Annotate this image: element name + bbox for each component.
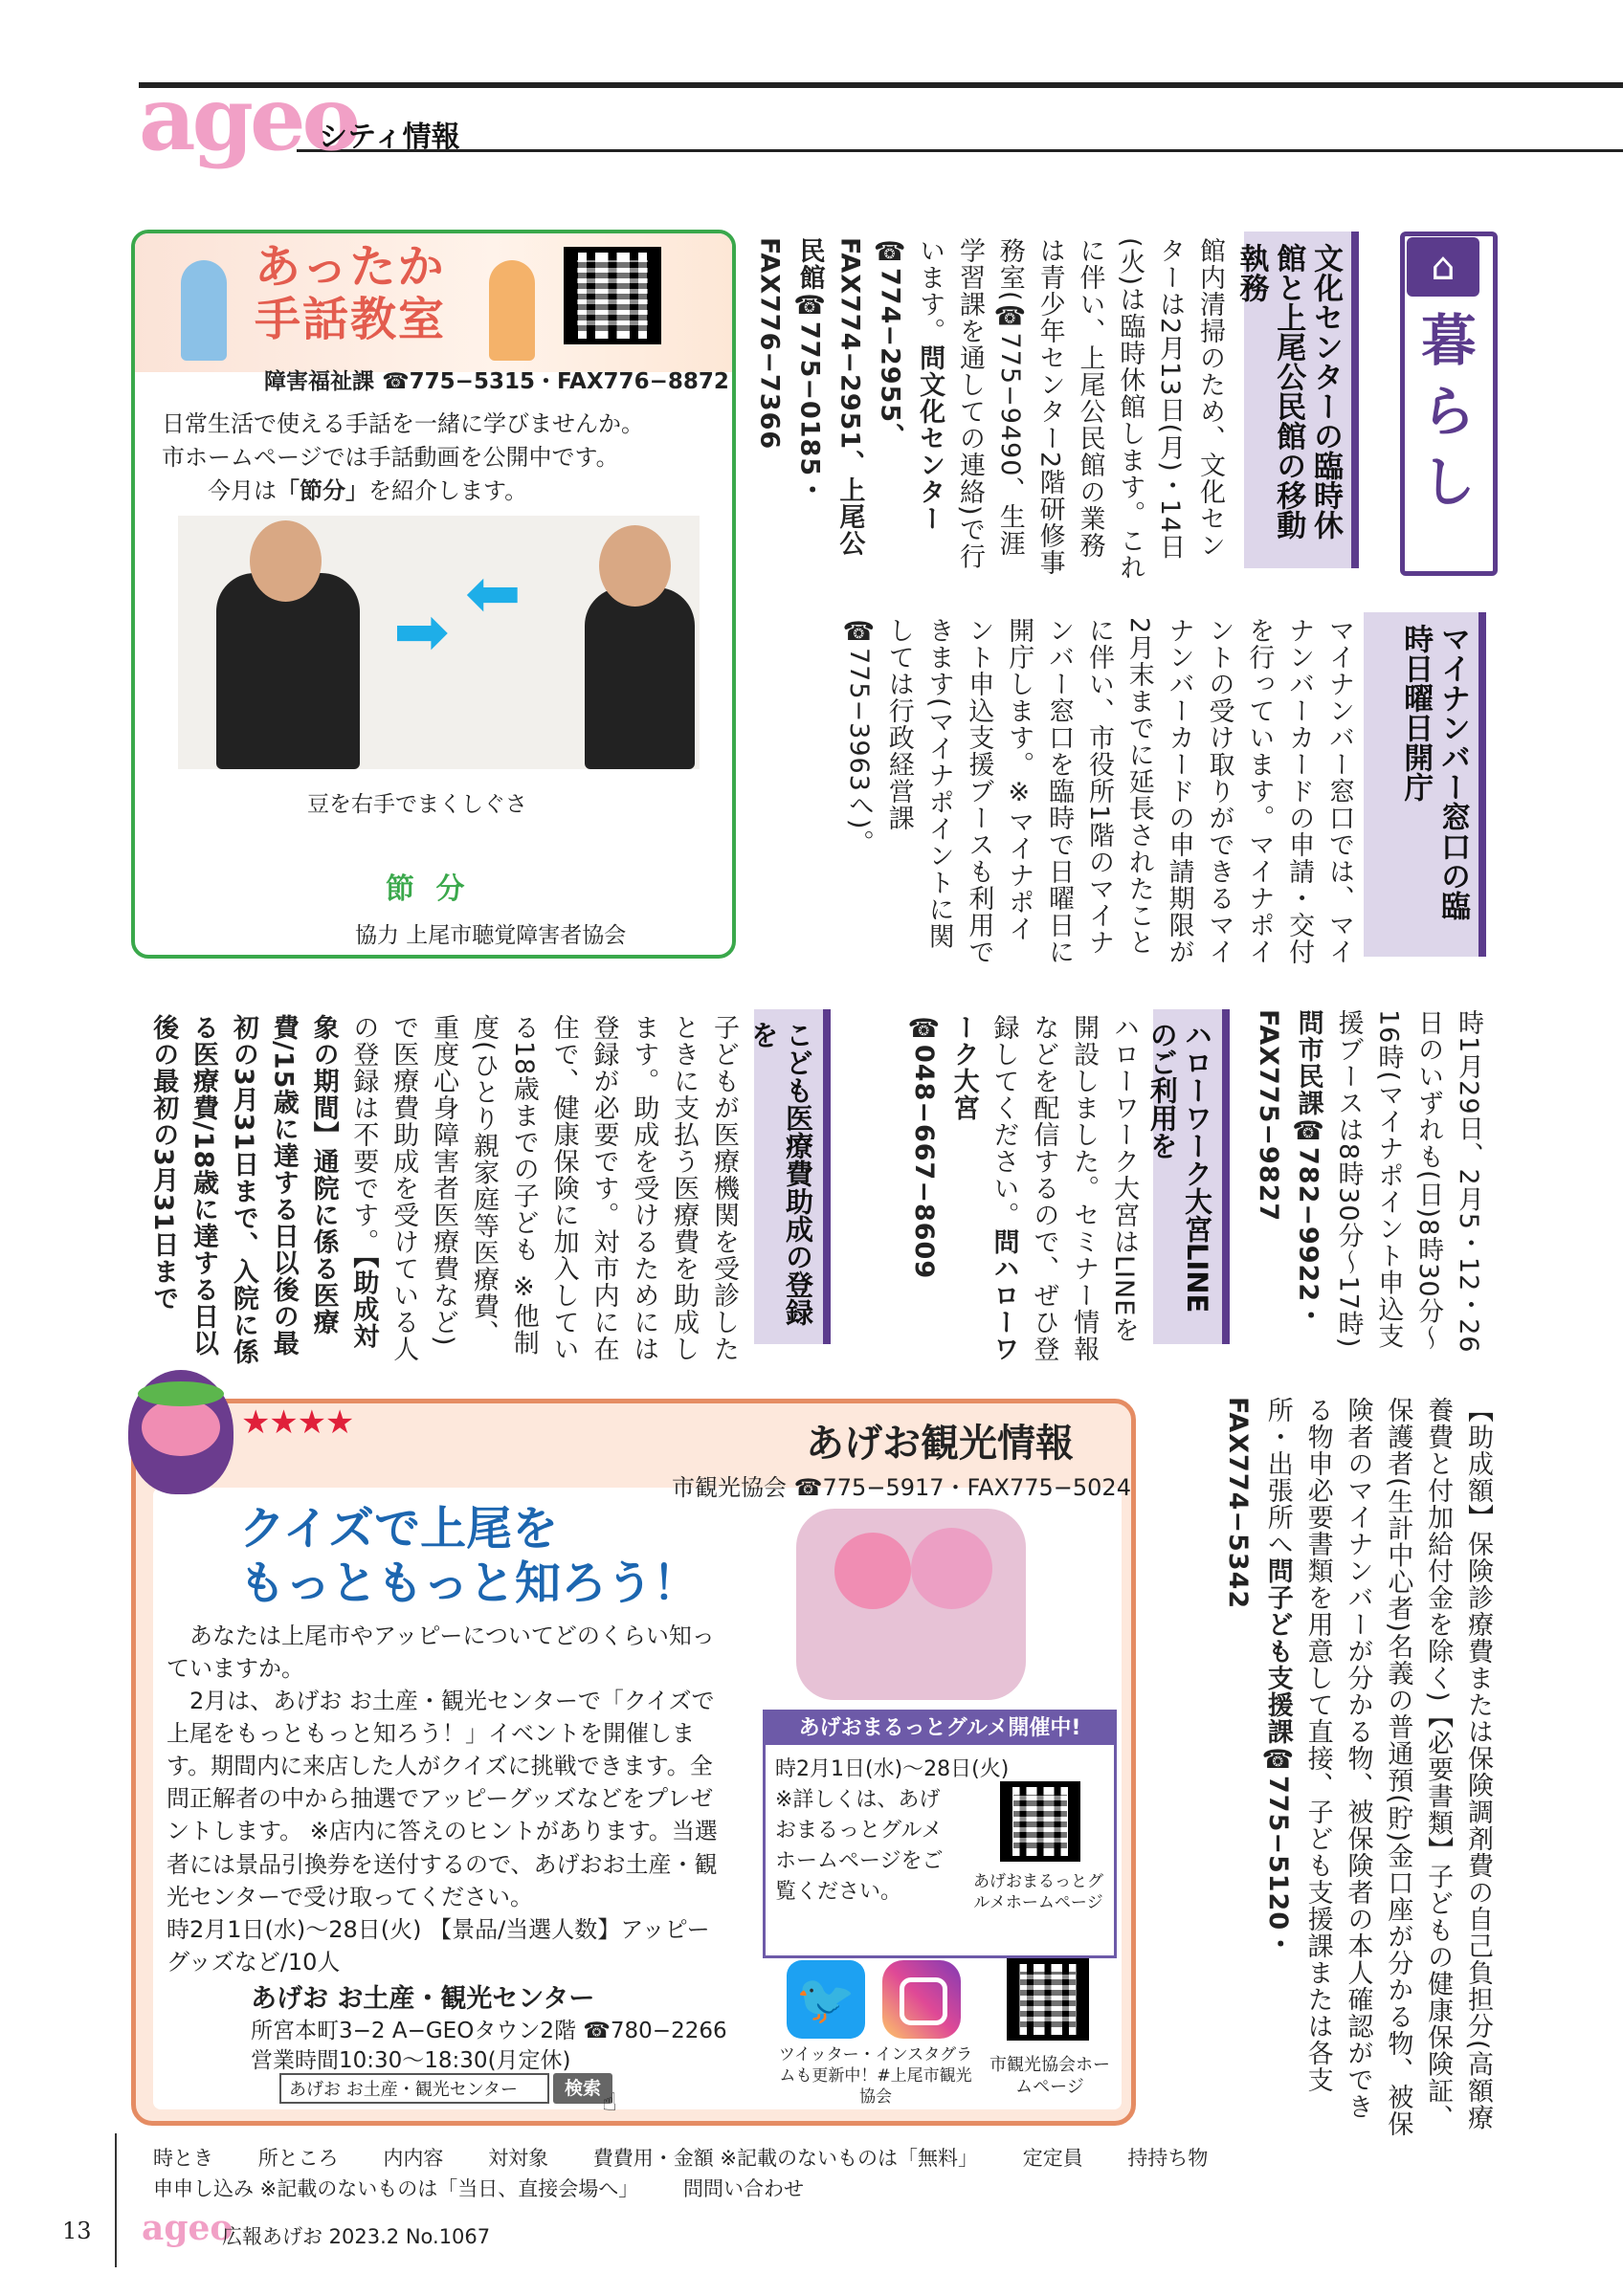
gourmet-qr-label: あげおまるっとグルメホームページ xyxy=(973,1872,1103,1913)
sign-credit: 協力 上尾市聴覚障害者協会 xyxy=(355,923,627,948)
gourmet-body: ※詳しくは、あげおまるっとグルメホームページをご覧ください。 xyxy=(775,1788,944,1904)
tourism-body: あなたは上尾市やアッピーについてどのくらい知っていますか。 2月は、あげお お土産・観光センターで「クイズで上尾をもっともっと知ろう！」イベントを開催します。期間内に来店した人がクイズに挑戦できます。全問正解者の中から抽選でアッピーグッズなどをプレゼントします。 ※店内に答えのヒントがあります。当選者には景品引換券を送付するので、あげおお土産・観光センターで受け取ってください。 時2月1日(水)〜28日(火) 【景品/当選人数】アッピーグッズなど/10人 xyxy=(167,1623,718,1976)
center-address: 所宮本町3−2 A−GEOタウン2階 ☎780−2266 xyxy=(251,2019,727,2043)
sign-word: 節 分 xyxy=(386,872,471,906)
footer-issue: 広報あげお 2023.2 No.1067 xyxy=(222,2225,491,2248)
sign-language-intro: 日常生活で使える手話を一緒に学びませんか。 市ホームページでは手話動画を公開中です。 今月は「節分」を紹介します。 xyxy=(162,410,644,504)
quiz-heading: クイズで上尾を もっともっと知ろう！ xyxy=(239,1502,700,1610)
search-button[interactable]: 検索 xyxy=(553,2073,612,2104)
kodomo-heading: こども医療費助成の登録を xyxy=(754,1009,831,1344)
mascot-plush-photo xyxy=(796,1509,1026,1700)
gourmet-qr-icon[interactable] xyxy=(1000,1781,1080,1862)
tourism-org: 市観光協会 ☎775−5917・FAX775−5024 xyxy=(672,1474,1131,1501)
legend-row-1: 時とき 所ところ 内内容 対対象 費費用・金額 ※記載のないものは「無料」 定定員 持持ち物 xyxy=(153,2147,1209,2170)
bunka-body: 館内清掃のため、文化センターは2月13日(月)・14日(火)は臨時休館します。これに伴い、上尾公民館の業務は青少年センター2階研修事務室(☎775−9490、生涯学習課を通しての連絡)で行います。問文化センター☎774−2955、FAX774−2951、上尾公民館☎775−0185・FAX776−7366 xyxy=(754,237,1225,582)
section-title: 暮らし xyxy=(1411,311,1477,523)
tourism-title: あげお観光情報 xyxy=(806,1422,1074,1466)
mynumber-heading: マイナンバー窓口の臨時日曜日開庁 xyxy=(1364,612,1486,957)
arrow-right-icon: ➡ xyxy=(393,592,450,671)
sns-label: ツイッター・インスタグラムも更新中！#上尾市観光協会 xyxy=(778,2045,973,2108)
kodomo-body-1: 子どもが医療機関を受診したときに支払う医療費を助成します。助成を受けるためには登録が必要です。対市内に在住で、健康保険に加入している18歳までの子ども ※他制度(ひとり親家庭等医療費、重度心身障害者医療費など)で医療費助成を受けている人の登録は不要です。【助成対象の期間】通院に係る医療費/15歳に達する日以後の最初の3月31日まで、入院に係る医療費/18歳に達する日以後の最初の3月31日まで xyxy=(148,1014,739,1366)
woman-illustration-icon xyxy=(489,260,535,361)
hellowork-body: ハローワーク大宮はLINEを開設しました。セミナー情報などを配信するので、ぜひ登録してください。問ハローワーク大宮☎048−667−8609 xyxy=(908,1014,1139,1362)
house-icon: ⌂ xyxy=(1407,237,1479,297)
mynumber-body: マイナンバー窓口では、マイナンバーカードの申請・交付を行っています。マイナポイントの受け取りができるマイナンバーカードの申請期限が2月末までに延長されたことに伴い、市役所1階のマイナンバー窓口を臨時で日曜日に開庁します。※マイナポイント申込支援ブースも利用できます(マイナポイントに関しては行政経営課☎775−3963へ)。 xyxy=(843,617,1354,965)
twitter-icon[interactable]: 🐦 xyxy=(787,1960,865,2039)
sign-language-title: あったか 手話教室 xyxy=(255,240,447,347)
footer-logo: ageo xyxy=(142,2208,233,2248)
kodomo-body-2: 【助成額】保険診療費または保険調剤費の自己負担分(高額療養費と付加給付金を除く)【必要書類】子どもの健康保険証、保護者(生計中心者)名義の普通預(貯)金口座が分かる物、被保険者のマイナンバーが分かる物、被保険者の本人確認ができる物申必要書類を用意して直接、子ども支援課または各支所・出張所へ問子ども支援課☎775−5120・FAX774−5342 xyxy=(1222,1397,1493,2138)
header-rule xyxy=(139,82,1623,88)
assoc-qr-label: 市観光協会ホームページ xyxy=(989,2055,1110,2098)
gourmet-time: 時2月1日(水)〜28日(火) xyxy=(775,1757,1010,1781)
hellowork-heading: ハローワーク大宮LINEのご利用を xyxy=(1153,1009,1230,1344)
page-number: 13 xyxy=(62,2218,92,2244)
search-input[interactable]: あげお お土産・観光センター xyxy=(279,2073,549,2104)
sign-language-photo xyxy=(178,516,700,769)
header-title: シティ情報 xyxy=(319,121,460,154)
photo-caption: 豆を右手でまくしぐさ xyxy=(307,792,527,817)
footer-divider xyxy=(115,2133,117,2267)
legend-row-2: 申申し込み ※記載のないものは「当日、直接会場へ」 問問い合わせ xyxy=(153,2177,804,2200)
signer-right xyxy=(585,587,695,769)
signer-left-head xyxy=(250,520,322,602)
center-hours: 営業時間10:30〜18:30(月定休) xyxy=(251,2048,571,2073)
gourmet-box xyxy=(763,1710,1117,1958)
signer-left xyxy=(216,573,360,769)
tourism-box xyxy=(131,1399,1136,2126)
sign-language-dept: 障害福祉課 ☎775−5315・FAX776−8872 xyxy=(264,369,729,394)
qr-code-icon[interactable] xyxy=(564,247,661,344)
instagram-icon[interactable] xyxy=(882,1960,961,2039)
arrow-left-icon: ⬅ xyxy=(465,554,522,632)
center-name: あげお お土産・観光センター xyxy=(251,1984,595,2014)
mynumber-time: 時1月29日、2月5・12・26日のいずれも(日)8時30分〜16時(マイナポイント申込支援ブースは8時30分〜17時)問市民課☎782−9922・FAX775−9827 xyxy=(1253,1009,1483,1354)
signer-right-head xyxy=(599,525,671,607)
tourism-qr-icon[interactable] xyxy=(1007,1958,1089,2041)
mascot-icon xyxy=(128,1370,233,1494)
header-logo: ageo xyxy=(139,67,357,170)
header-rule-thin xyxy=(297,149,1623,152)
pointer-hand-icon: ☝ xyxy=(602,2088,617,2117)
bunka-heading: 文化センターの臨時休館と上尾公民館の移動執務 xyxy=(1244,232,1359,568)
gourmet-heading: あげおまるっとグルメ開催中! xyxy=(766,1712,1114,1745)
sign-language-box xyxy=(131,230,736,959)
stars-icon: ★ ★ ★ ★ xyxy=(241,1403,349,1442)
man-illustration-icon xyxy=(181,260,227,361)
